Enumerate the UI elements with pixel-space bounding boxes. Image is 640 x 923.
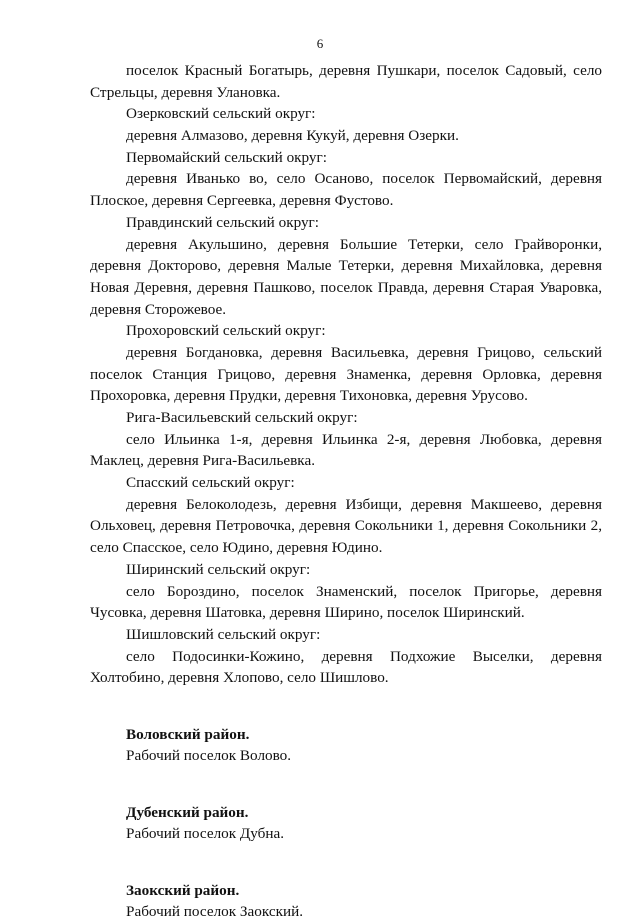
text-line: деревня Богдановка, деревня Васильевка, деревня Грицово, сельский <box>126 343 602 361</box>
text-line: деревня Алмазово, деревня Кукуй, деревня Озерки. <box>126 127 459 145</box>
text-line: поселок Красный Богатырь, деревня Пушкари, поселок Садовый, село <box>126 62 602 79</box>
text-line: Чусовка, деревня Шатовка, деревня Ширино, поселок Ширинский. <box>90 604 525 622</box>
district-subheading: Первомайский сельский округ: <box>126 148 327 166</box>
text-line: деревня Иванько во, село Осаново, поселок Первомайский, деревня <box>126 170 602 188</box>
district-subheading: Ширинский сельский округ: <box>126 560 311 578</box>
district-subheading: Рига-Васильевский сельский округ: <box>126 409 358 426</box>
district-subheading: Прохоровский сельский округ: <box>126 322 326 340</box>
text-line: деревня Белоколодезь, деревня Избищи, деревня Макшеево, деревня <box>126 495 602 513</box>
text-line: Прохоровка, деревня Прудки, деревня Тихоновка, деревня Урусово. <box>90 387 528 405</box>
text-line: поселок Станция Грицово, деревня Знаменка, деревня Орловка, деревня <box>90 365 602 383</box>
text-line: Маклец, деревня Рига-Васильевка. <box>90 452 315 470</box>
district-text: Рабочий поселок Дубна. <box>126 825 285 843</box>
page-number: 6 <box>316 36 324 51</box>
text-line: село Спасское, село Юдино, деревня Юдино. <box>90 539 383 557</box>
text-line: село Бороздино, поселок Знаменский, поселок Пригорье, деревня <box>126 582 602 600</box>
district-subheading: Озерковский сельский округ: <box>126 105 316 123</box>
text-line: Новая Деревня, деревня Пашково, поселок Правда, деревня Старая Уваровка, <box>90 278 602 296</box>
district-subheading: Правдинский сельский округ: <box>126 213 320 231</box>
text-line: Холтобино, деревня Хлопово, село Шишлово. <box>90 669 389 687</box>
document-body <box>90 60 602 923</box>
text-line: деревня Докторово, деревня Малые Тетерки, деревня Михайловка, деревня <box>90 257 602 275</box>
district-subheading: Шишловский сельский округ: <box>126 625 321 643</box>
district-heading: Заокский район. <box>126 881 240 899</box>
text-line: Плоское, деревня Сергеевка, деревня Фустово. <box>90 192 394 210</box>
text-line: деревня Акульшино, деревня Большие Тетерки, село Грайворонки, <box>126 235 602 253</box>
district-heading: Воловский район. <box>126 725 250 743</box>
text-line: деревня Сторожевое. <box>90 300 227 318</box>
text-line: село Ильинка 1-я, деревня Ильинка 2-я, деревня Любовка, деревня <box>126 430 602 448</box>
text-line: Ольховец, деревня Петровочка, деревня Сокольники 1, деревня Сокольники 2, <box>90 517 602 535</box>
district-heading: Дубенский район. <box>126 803 249 821</box>
text-line: Стрельцы, деревня Улановка. <box>90 83 281 101</box>
text-line: село Подосинки-Кожино, деревня Подхожие Выселки, деревня <box>126 647 602 665</box>
district-subheading: Спасский сельский округ: <box>126 474 295 492</box>
district-text: Рабочий поселок Волово. <box>126 747 292 765</box>
district-text: Рабочий поселок Заокский. <box>126 903 304 921</box>
